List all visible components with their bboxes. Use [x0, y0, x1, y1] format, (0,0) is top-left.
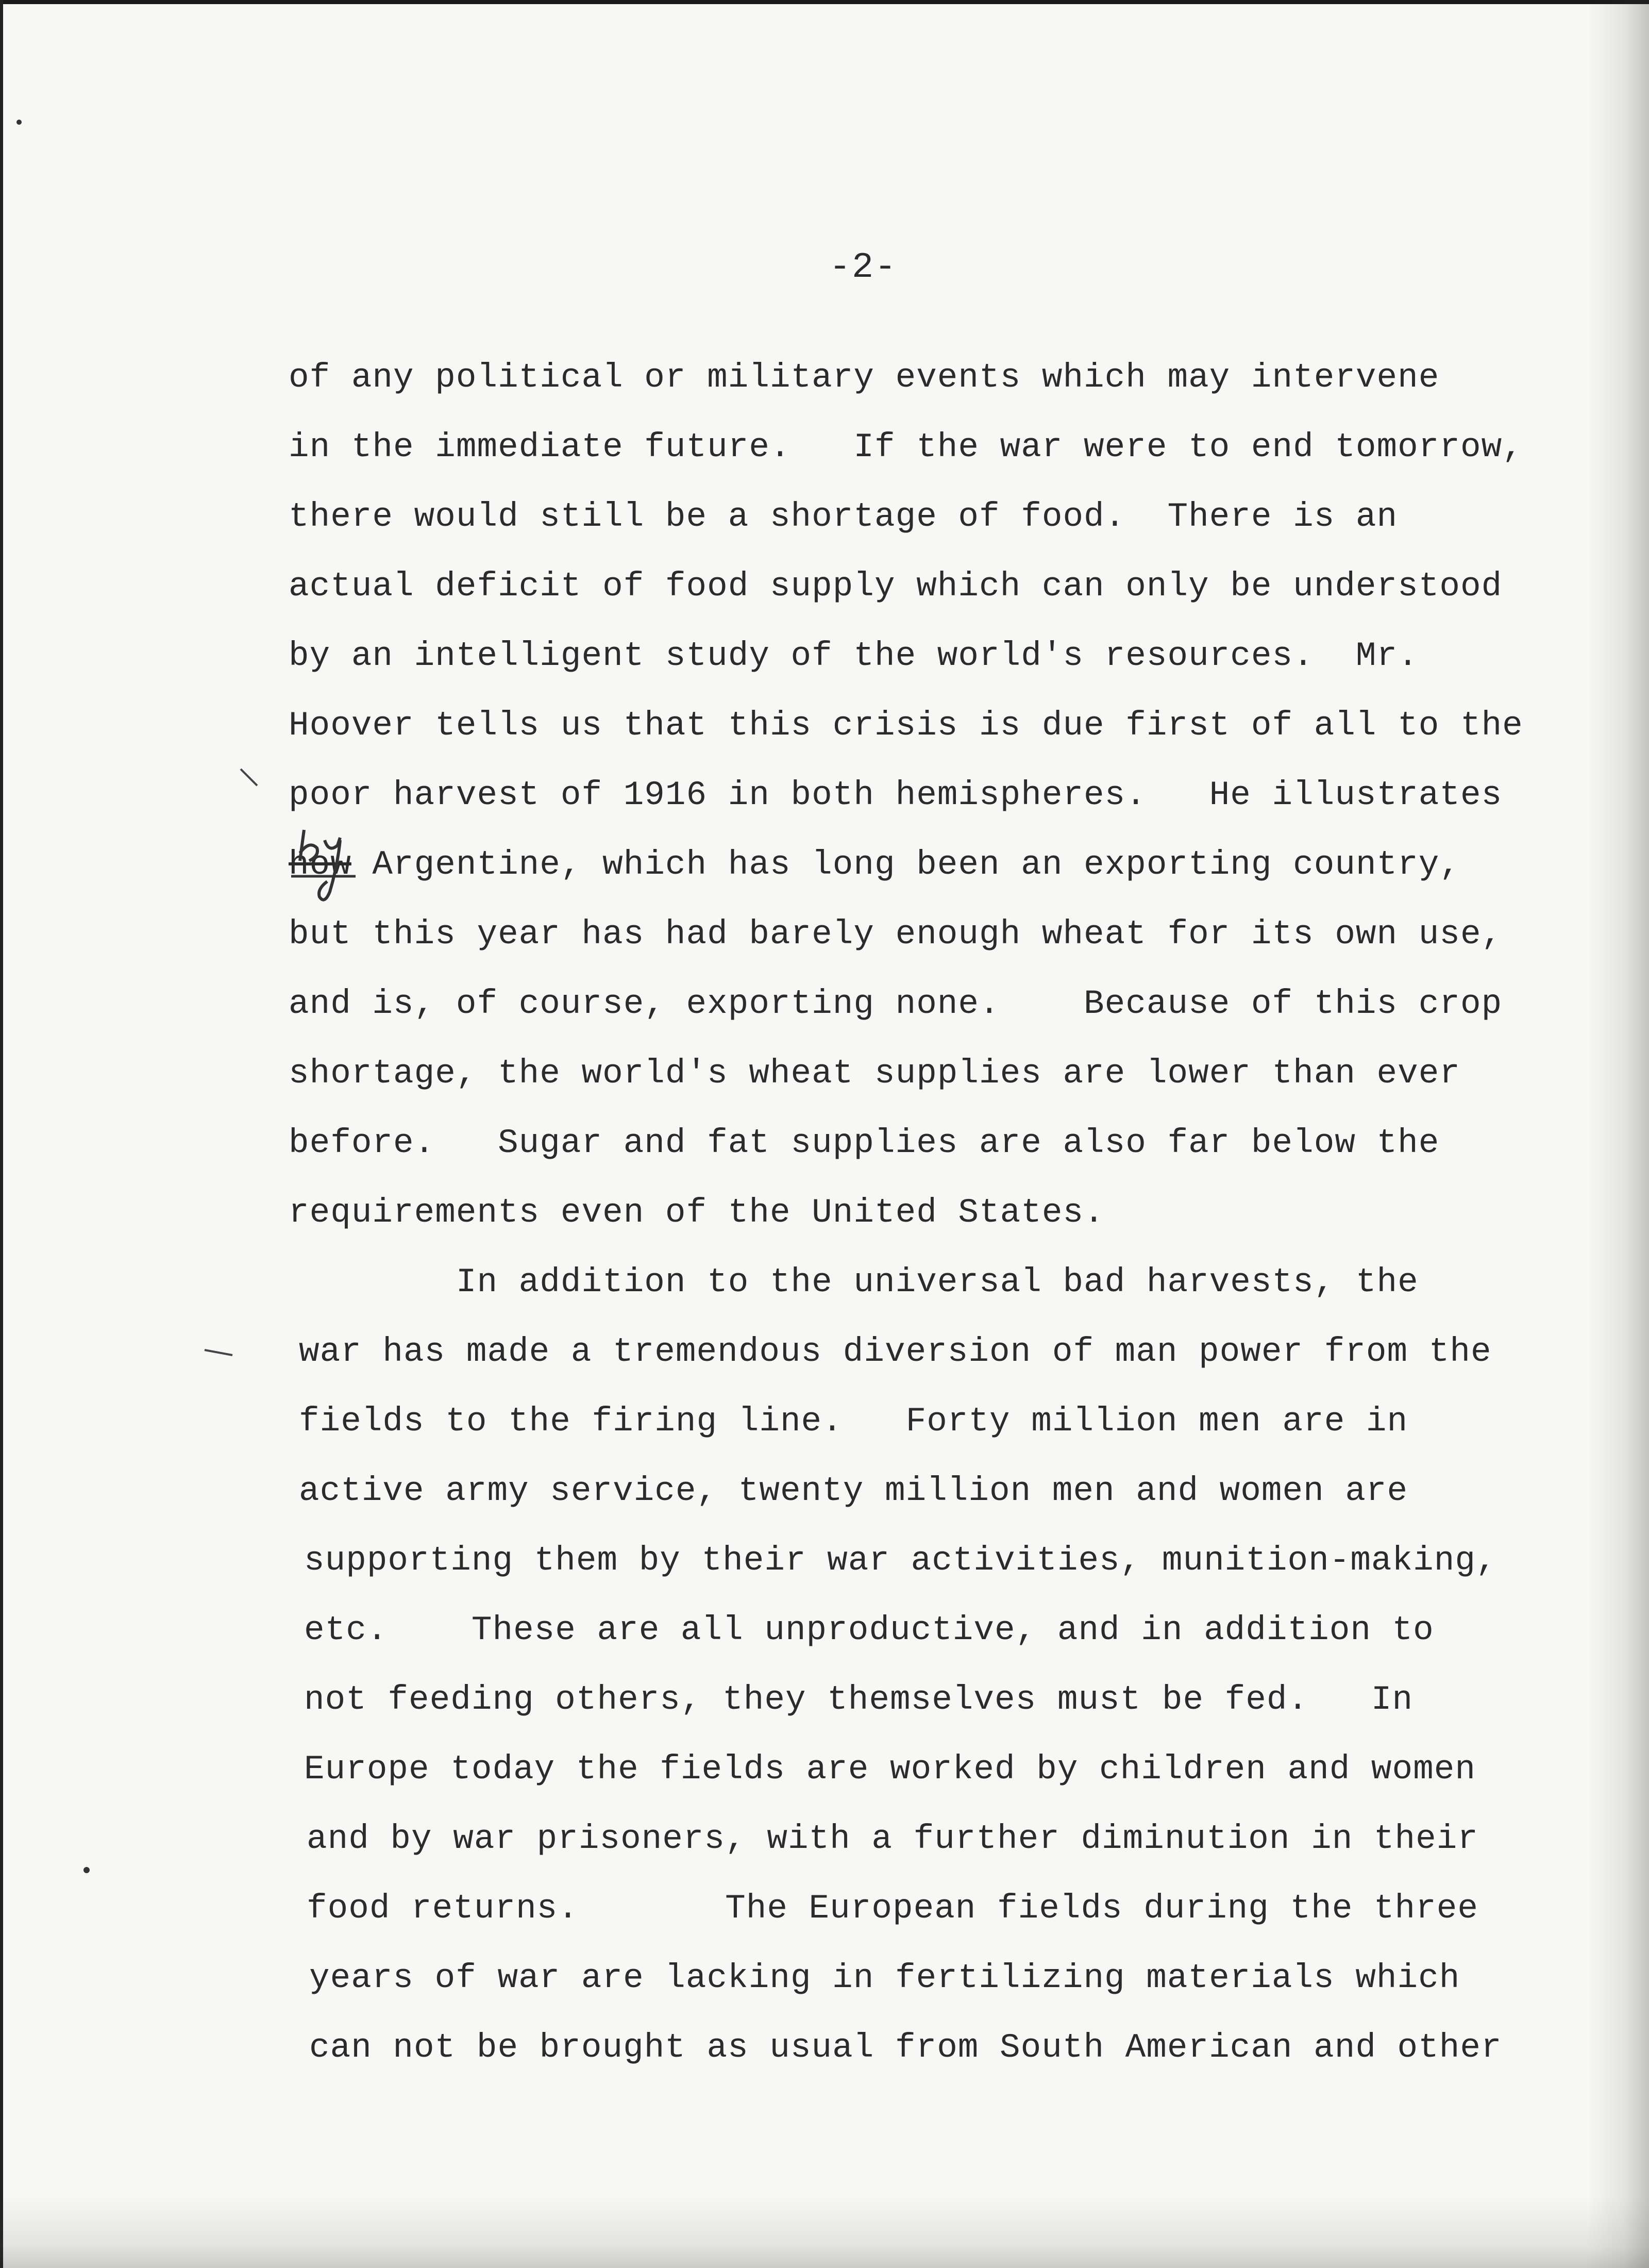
margin-mark [240, 768, 260, 789]
text-line: war has made a tremendous diversion of man power from the [299, 1332, 1492, 1371]
text-line: shortage, the world's wheat supplies are lower than ever [289, 1054, 1460, 1093]
text-line: before. Sugar and fat supplies are also far below the [289, 1124, 1440, 1162]
text-line: requirements even of the United States. [289, 1193, 1105, 1232]
scan-edge-bottom [0, 2196, 1649, 2268]
text-line: active army service, twenty million men and women are [299, 1472, 1408, 1510]
scan-edge-left [0, 0, 3, 2268]
line-remainder: Argentine, which has long been an exporting country, [351, 845, 1460, 884]
text-line: supporting them by their war activities, munition-making, [304, 1541, 1497, 1580]
text-line: poor harvest of 1916 in both hemispheres. He illustrates [289, 776, 1503, 814]
text-line: food returns. The European fields during the three [307, 1889, 1478, 1928]
text-line: and by war prisoners, with a further diminution in their [307, 1820, 1478, 1858]
scan-speck [15, 119, 23, 126]
struck-word: how [289, 845, 351, 884]
text-line: Europe today the fields are worked by children and women [304, 1750, 1476, 1789]
handwritten-correction [289, 825, 361, 907]
text-line: can not be brought as usual from South American and other [309, 2028, 1502, 2067]
handwritten-by-mark [289, 825, 361, 907]
margin-mark [204, 1348, 234, 1358]
text-line: In addition to the universal bad harvests, the [289, 1263, 1419, 1302]
scan-speck [82, 1866, 91, 1874]
scan-edge-right [1587, 0, 1649, 2268]
scan-edge-top [0, 0, 1649, 4]
text-line: etc. These are all unproductive, and in addition to [304, 1611, 1434, 1649]
text-line: fields to the firing line. Forty million men are in [299, 1402, 1408, 1441]
text-line: and is, of course, exporting none. Because of this crop [289, 985, 1503, 1023]
text-line: years of war are lacking in fertilizing materials which [309, 1959, 1460, 1997]
text-line: actual deficit of food supply which can only be understood [289, 567, 1503, 606]
text-line: there would still be a shortage of food. There is an [289, 497, 1398, 536]
page-number: -2- [829, 247, 898, 288]
text-line: Hoover tells us that this crisis is due first of all to the [289, 706, 1523, 745]
text-line: but this year has had barely enough wheat for its own use, [289, 915, 1503, 954]
text-line: not feeding others, they themselves must be fed. In [304, 1680, 1414, 1719]
text-line [289, 845, 1460, 884]
text-line: by an intelligent study of the world's resources. Mr. [289, 637, 1419, 675]
text-line: in the immediate future. If the war were to end tomorrow, [289, 428, 1523, 466]
text-line: of any political or military events which may intervene [289, 358, 1440, 397]
